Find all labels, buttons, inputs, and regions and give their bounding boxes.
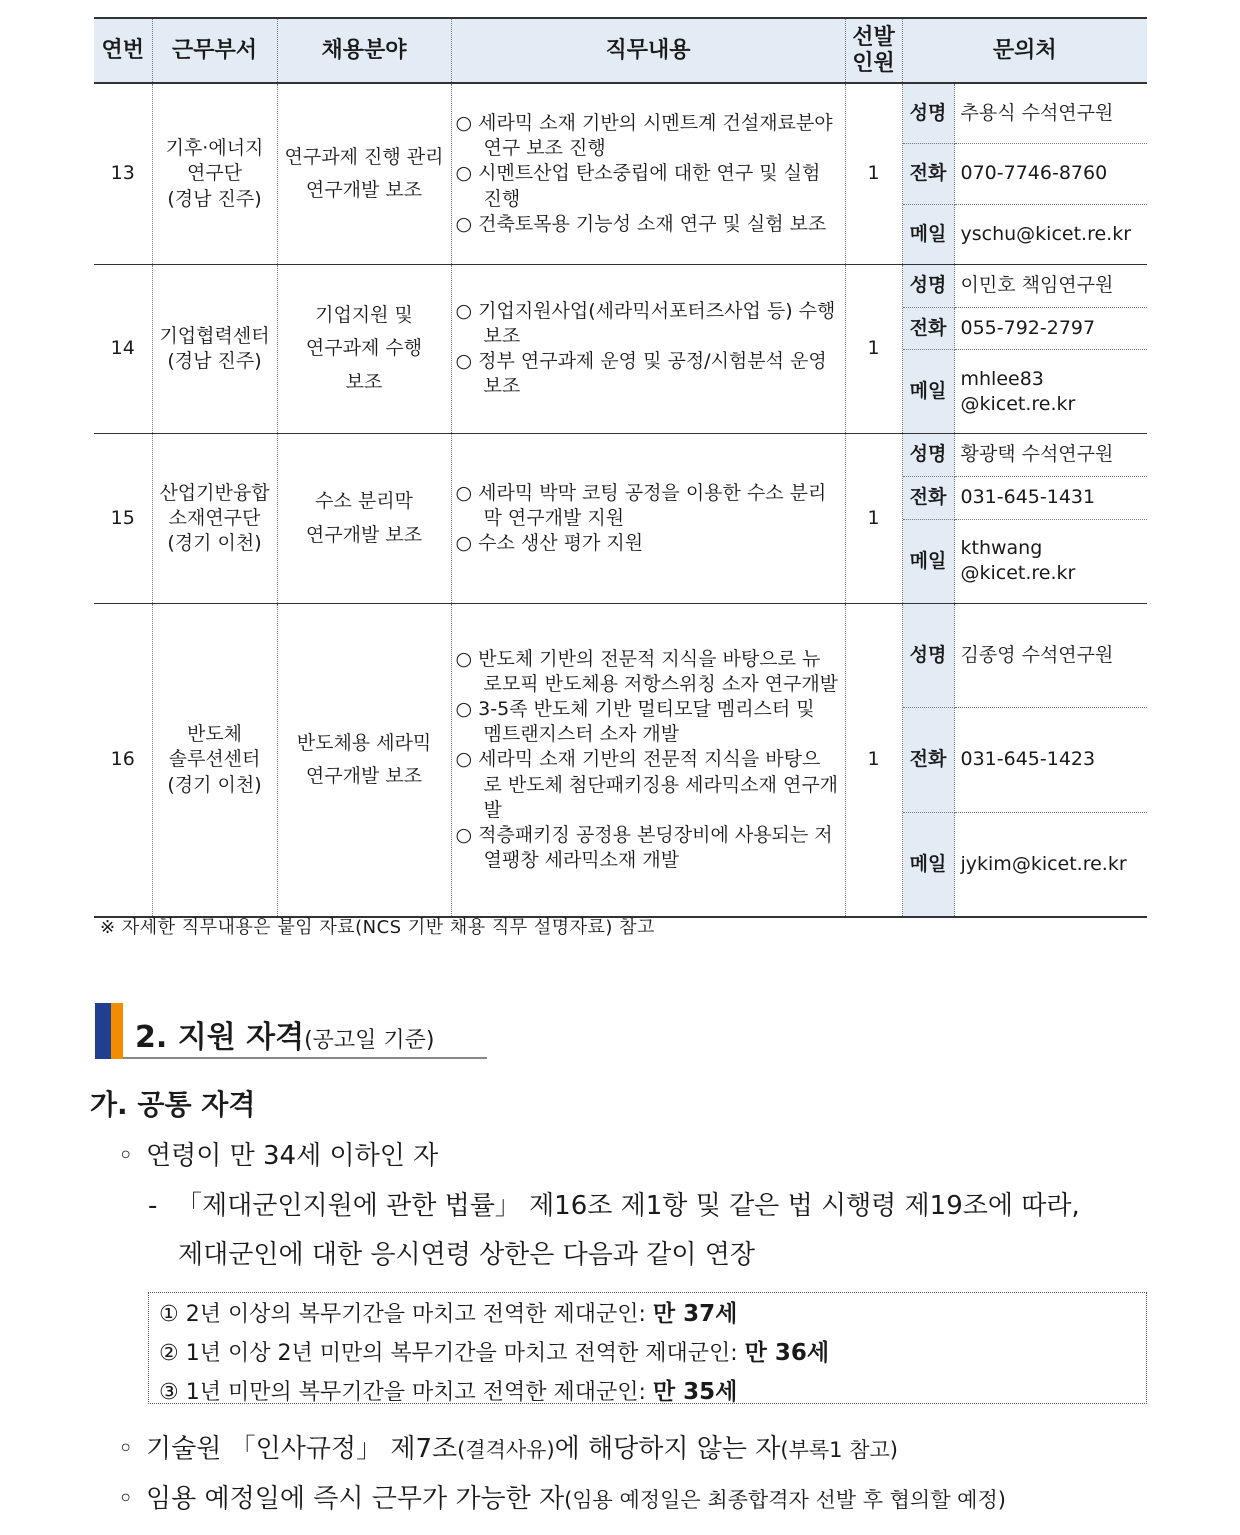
field-line: 연구개발 보조 <box>305 523 423 546</box>
rule2-tail: 에 해당하지 않는 자 <box>554 1434 781 1464</box>
contact-name: 추용식 수석연구원 <box>954 84 1147 144</box>
rule3-main: 임용 예정일에 즉시 근무가 가능한 자 <box>146 1484 565 1514</box>
recruitment-table <box>94 17 1147 918</box>
table-row <box>94 434 1147 604</box>
row-no: 15 <box>94 434 152 604</box>
duty-item: ○ 수소 생산 평가 지원 <box>455 532 644 555</box>
field-line: 연구과제 진행 관리 <box>284 145 444 168</box>
email-line: mhlee83 <box>960 367 1044 390</box>
field-line: 반도체용 세라믹 <box>296 731 432 754</box>
duty-item: ○ 건축토목용 기능성 소재 연구 및 실험 보조 <box>455 212 827 235</box>
phone-label: 전화 <box>903 307 955 350</box>
rule2-paren: (결격사유) <box>457 1438 555 1462</box>
row-duties <box>451 434 845 604</box>
row-count: 1 <box>845 604 902 918</box>
dept-line: (경남 진주) <box>167 350 262 372</box>
row-duties <box>451 83 845 265</box>
dept-line: 소재연구단 <box>168 506 261 529</box>
veteran-rule-age: 만 37세 <box>652 1301 738 1327</box>
dept-line: 솔루션센터 <box>168 748 261 771</box>
header-duties: 직무내용 <box>451 18 845 83</box>
header-contact: 문의처 <box>902 18 1147 83</box>
requirement-availability <box>118 1478 1006 1515</box>
email-line: @kicet.re.kr <box>960 392 1076 415</box>
dept-line: (경기 이천) <box>167 532 262 555</box>
duty-item: ○ 세라믹 소재 기반의 시멘트계 건설재료분야 연구 보조 진행 <box>455 112 833 160</box>
table-row <box>94 265 1147 434</box>
section-marker-orange <box>111 1003 123 1059</box>
bullet-icon: ◦ <box>118 1484 134 1514</box>
table-note: ※ 자세한 직무내용은 붙임 자료(NCS 기반 채용 직무 설명자료) 참고 <box>100 917 655 938</box>
dept-line: (경남 진주) <box>167 187 262 210</box>
row-contact <box>902 434 1147 604</box>
header-no: 연번 <box>94 18 152 83</box>
row-dept <box>152 83 277 265</box>
contact-phone: 031-645-1431 <box>954 476 1147 519</box>
contact-table <box>903 84 1148 264</box>
contact-email <box>954 519 1147 603</box>
email-line: @kicet.re.kr <box>960 562 1076 585</box>
duty-item: ○ 세라믹 소재 기반의 전문적 지식을 바탕으로 반도체 첨단패키징용 세라믹소재 연구개발 <box>455 748 839 821</box>
duty-item: ○ 기업지원사업(세라믹서포터즈사업 등) 수행 보조 <box>455 299 836 347</box>
header-field: 채용분야 <box>277 18 451 83</box>
email-label: 메일 <box>903 813 955 916</box>
duty-item: ○ 3-5족 반도체 기반 멀티모달 멤리스터 및 멤트랜지스터 소자 개발 <box>455 698 815 746</box>
contact-name: 황광택 수석연구원 <box>954 434 1147 476</box>
dept-line: 연구단 <box>186 162 243 185</box>
extension-line-2: 제대군인에 대한 응시연령 상한은 다음과 같이 연장 <box>178 1240 756 1270</box>
row-dept <box>152 604 277 918</box>
name-label: 성명 <box>903 604 955 707</box>
dept-line: 산업기반융합 <box>159 481 270 504</box>
subheading-common: 가. 공통 자격 <box>90 1088 256 1121</box>
contact-email <box>954 350 1147 433</box>
field-line: 연구과제 수행 <box>305 337 423 360</box>
section-title-suffix: (공고일 기준) <box>304 1028 435 1053</box>
contact-phone: 055-792-2797 <box>954 307 1147 350</box>
duty-item: ○ 적층패키징 공정용 본딩장비에 사용되는 저열팽창 세라믹소재 개발 <box>455 823 833 871</box>
header-count-line2: 인원 <box>852 50 895 76</box>
name-label: 성명 <box>903 434 955 476</box>
field-line: 연구개발 보조 <box>305 765 423 787</box>
field-line: 기업지원 및 <box>315 304 413 327</box>
table-row <box>94 83 1147 265</box>
section-title-main: 2. 지원 자격 <box>135 1020 305 1055</box>
veteran-rule-text: ② 1년 이상 2년 미만의 복무기간을 마치고 전역한 제대군인: <box>159 1341 745 1366</box>
row-contact <box>902 265 1147 434</box>
dept-line: 반도체 <box>186 723 243 746</box>
email-label: 메일 <box>903 350 955 433</box>
contact-name: 김종영 수석연구원 <box>954 604 1147 707</box>
contact-email <box>954 813 1147 916</box>
contact-phone: 070-7746-8760 <box>954 144 1147 205</box>
dept-line: 기후·에너지 <box>165 137 264 160</box>
row-dept <box>152 265 277 434</box>
contact-table <box>903 604 1148 916</box>
row-count: 1 <box>845 83 902 265</box>
phone-label: 전화 <box>903 144 955 205</box>
row-field <box>277 604 451 918</box>
field-line: 보조 <box>345 370 383 393</box>
contact-email <box>954 204 1147 264</box>
row-duties <box>451 604 845 918</box>
veteran-rule <box>159 1295 737 1328</box>
dept-line: (경기 이천) <box>167 773 262 796</box>
veteran-rule <box>159 1373 737 1406</box>
duty-item: ○ 반도체 기반의 전문적 지식을 바탕으로 뉴로모픽 반도체용 저항스위칭 소자 연구개발 <box>455 648 839 696</box>
contact-phone: 031-645-1423 <box>954 707 1147 812</box>
duty-item: ○ 세라믹 박막 코팅 공정을 이용한 수소 분리막 연구개발 지원 <box>455 481 827 529</box>
requirement-age <box>118 1135 438 1172</box>
duty-item: ○ 정부 연구과제 운영 및 공정/시험분석 운영 보조 <box>455 350 827 398</box>
veteran-rule <box>159 1334 829 1367</box>
phone-label: 전화 <box>903 476 955 519</box>
field-line: 연구개발 보조 <box>305 179 423 201</box>
phone-label: 전화 <box>903 707 955 812</box>
requirement-disqualification <box>118 1428 898 1465</box>
veteran-age-box <box>148 1292 1147 1404</box>
name-label: 성명 <box>903 265 955 307</box>
header-count-line1: 선발 <box>852 25 895 51</box>
extension-line-1 <box>148 1185 1080 1222</box>
veteran-rule-age: 만 35세 <box>652 1379 738 1405</box>
veteran-rule-age: 만 36세 <box>744 1340 830 1366</box>
veteran-rule-text: ③ 1년 미만의 복무기간을 마치고 전역한 제대군인: <box>159 1380 653 1405</box>
row-no: 14 <box>94 265 152 434</box>
contact-name: 이민호 책임연구원 <box>954 265 1147 307</box>
table-header-row <box>94 18 1147 83</box>
row-no: 13 <box>94 83 152 265</box>
email-label: 메일 <box>903 519 955 603</box>
table-row <box>94 604 1147 918</box>
dept-line: 기업협력센터 <box>159 324 270 347</box>
row-contact <box>902 604 1147 918</box>
rule3-paren: (임용 예정일은 최종합격자 선발 후 협의할 예정) <box>564 1488 1006 1512</box>
row-dept <box>152 434 277 604</box>
row-field <box>277 265 451 434</box>
name-label: 성명 <box>903 84 955 144</box>
rule2-main: 기술원 「인사규정」 제7조 <box>146 1434 458 1464</box>
bullet-icon: ◦ <box>118 1434 134 1464</box>
bullet-icon: ◦ <box>118 1141 134 1171</box>
veteran-rule-text: ① 2년 이상의 복무기간을 마치고 전역한 제대군인: <box>159 1302 653 1327</box>
section-title <box>135 1012 435 1056</box>
row-field <box>277 83 451 265</box>
extension-text-1: 「제대군인지원에 관한 법률」 제16조 제1항 및 같은 법 시행령 제19조에 따라, <box>176 1191 1080 1221</box>
row-duties <box>451 265 845 434</box>
header-dept: 근무부서 <box>152 18 277 83</box>
requirement-age-text: 연령이 만 34세 이하인 자 <box>146 1141 439 1171</box>
duty-item: ○ 시멘트산업 탄소중립에 대한 연구 및 실험 진행 <box>455 162 821 210</box>
row-no: 16 <box>94 604 152 918</box>
email-label: 메일 <box>903 204 955 264</box>
contact-table <box>903 434 1148 603</box>
email-line: jykim@kicet.re.kr <box>960 853 1127 876</box>
email-line: yschu@kicet.re.kr <box>960 222 1132 245</box>
dash-icon: - <box>148 1191 158 1221</box>
email-line: kthwang <box>960 537 1043 560</box>
header-count <box>845 18 902 83</box>
field-line: 수소 분리막 <box>315 490 413 513</box>
section-underline <box>123 1057 487 1059</box>
rule2-ref: (부록1 참고) <box>780 1438 898 1462</box>
row-contact <box>902 83 1147 265</box>
row-count: 1 <box>845 265 902 434</box>
contact-table <box>903 265 1148 433</box>
section-marker-blue <box>95 1003 111 1059</box>
row-field <box>277 434 451 604</box>
row-count: 1 <box>845 434 902 604</box>
